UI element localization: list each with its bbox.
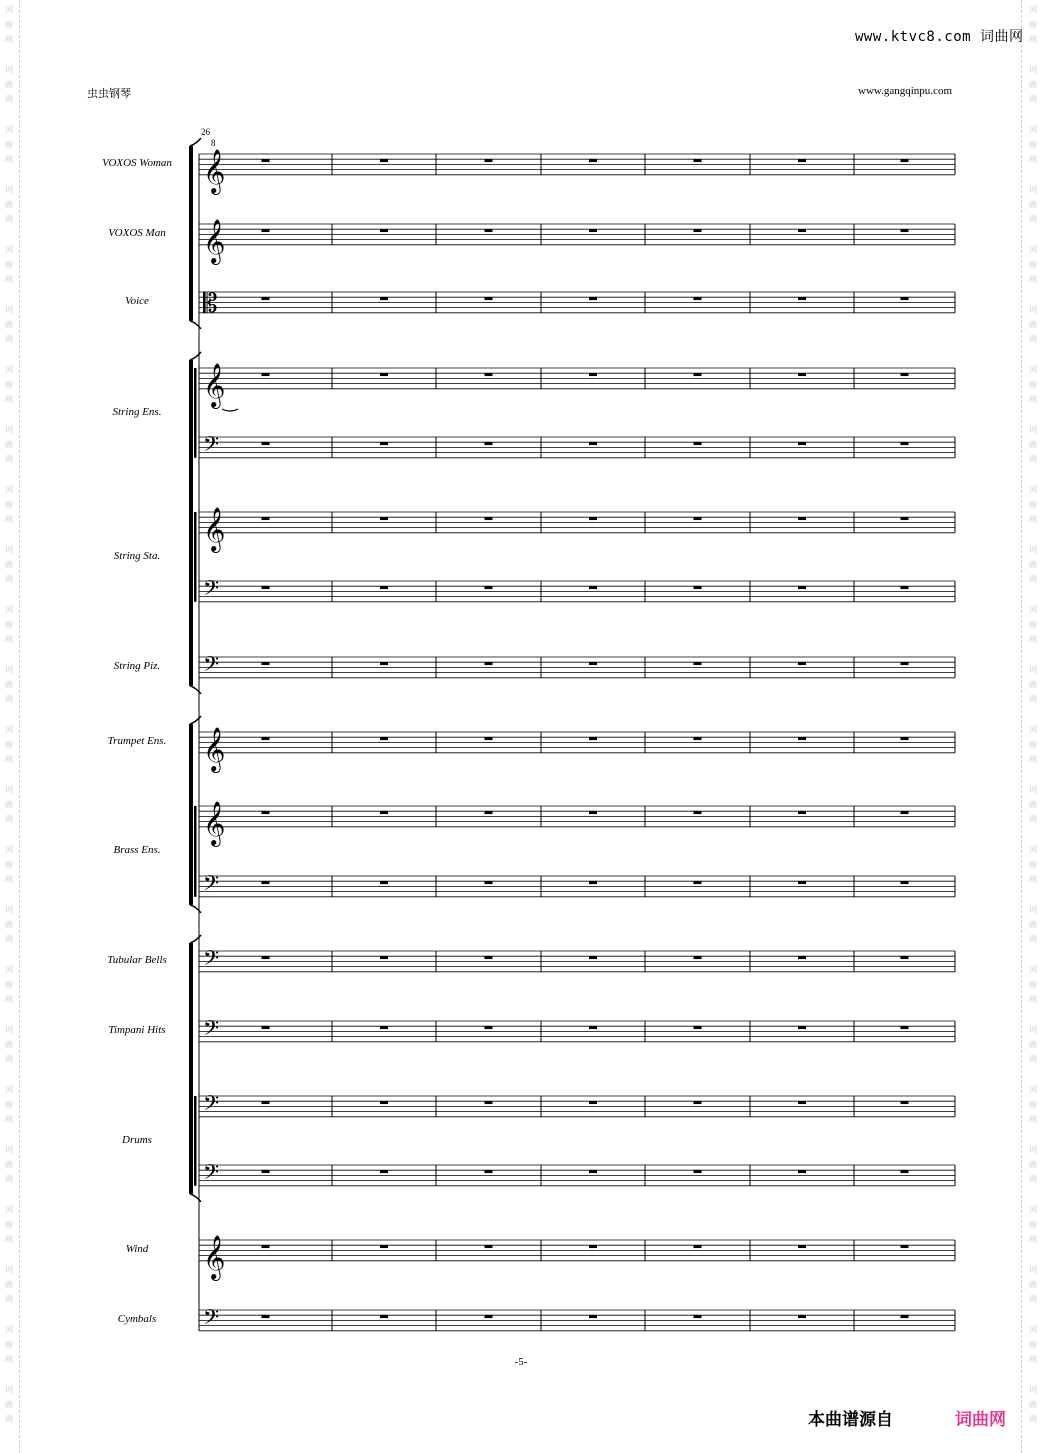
watermark-glyph-group: 词 曲 网 [1029, 1385, 1037, 1424]
whole-rest [798, 811, 806, 814]
watermark-glyph-group: 词 曲 网 [5, 905, 13, 944]
whole-rest [694, 159, 702, 162]
whole-rest [901, 1170, 909, 1173]
whole-rest [798, 956, 806, 959]
whole-rest [262, 1245, 270, 1248]
watermark-glyph-group: 词 曲 网 [5, 485, 13, 524]
header-publisher: 虫虫钢琴 [87, 87, 131, 100]
whole-rest [901, 297, 909, 300]
whole-rest [798, 662, 806, 665]
whole-rest [485, 737, 493, 740]
whole-rest [380, 297, 388, 300]
watermark-glyph-group: 词 曲 网 [1029, 1145, 1037, 1184]
whole-rest [694, 373, 702, 376]
whole-rest [798, 517, 806, 520]
whole-rest [380, 517, 388, 520]
treble-clef-icon: 𝄞 [203, 149, 226, 193]
whole-rest [589, 442, 597, 445]
watermark-glyph-group: 词 曲 网 [1029, 845, 1037, 884]
whole-rest [798, 1245, 806, 1248]
footer-source-text: 本曲谱源自 [808, 1410, 893, 1430]
watermark-glyph-group: 词 曲 网 [5, 425, 13, 464]
watermark-glyph-group: 词 曲 网 [5, 305, 13, 344]
whole-rest [901, 737, 909, 740]
bass-clef-icon: 𝄢 [203, 1016, 220, 1045]
whole-rest [589, 956, 597, 959]
watermark-glyph-group: 词 曲 网 [5, 1205, 13, 1244]
whole-rest [589, 586, 597, 589]
whole-rest [694, 586, 702, 589]
whole-rest [798, 1315, 806, 1318]
whole-rest [485, 1101, 493, 1104]
whole-rest [485, 159, 493, 162]
watermark-glyph-group: 词 曲 网 [5, 125, 13, 164]
whole-rest [589, 1315, 597, 1318]
bass-clef-icon: 𝄢 [203, 871, 220, 900]
top-site-name[interactable]: 词曲网 [980, 29, 1024, 45]
whole-rest [262, 159, 270, 162]
whole-rest [798, 229, 806, 232]
whole-rest [485, 442, 493, 445]
whole-rest [694, 297, 702, 300]
whole-rest [901, 1026, 909, 1029]
whole-rest [694, 229, 702, 232]
watermark-glyph-group: 词 曲 网 [5, 605, 13, 644]
whole-rest [589, 373, 597, 376]
whole-rest [380, 662, 388, 665]
whole-rest [380, 442, 388, 445]
watermark-glyph-group: 词 曲 网 [5, 1265, 13, 1304]
watermark-glyph-group: 词 曲 网 [1029, 785, 1037, 824]
whole-rest [798, 442, 806, 445]
bass-clef-icon: 𝄢 [203, 652, 220, 681]
whole-rest [380, 159, 388, 162]
whole-rest [901, 662, 909, 665]
whole-rest [380, 1245, 388, 1248]
part-label: Wind [125, 1243, 149, 1256]
watermark-glyph-group: 词 曲 网 [1029, 125, 1037, 164]
whole-rest [485, 956, 493, 959]
group-bracket [189, 146, 193, 321]
watermark-glyph-group: 词 曲 网 [1029, 725, 1037, 764]
whole-rest [380, 1101, 388, 1104]
watermark-glyph-group: 词 曲 网 [5, 665, 13, 704]
watermark-glyph-group: 词 曲 网 [1029, 5, 1037, 44]
watermark-glyph-group: 词 曲 网 [5, 185, 13, 224]
whole-rest [485, 297, 493, 300]
whole-rest [901, 1245, 909, 1248]
whole-rest [262, 586, 270, 589]
whole-rest [380, 811, 388, 814]
part-label: Voice [125, 295, 149, 308]
part-label: Brass Ens. [113, 844, 161, 857]
whole-rest [694, 956, 702, 959]
whole-rest [694, 1101, 702, 1104]
whole-rest [262, 811, 270, 814]
watermark-glyph-group: 词 曲 网 [5, 785, 13, 824]
watermark-glyph-group: 词 曲 网 [5, 845, 13, 884]
whole-rest [262, 229, 270, 232]
whole-rest [485, 1245, 493, 1248]
whole-rest [589, 1026, 597, 1029]
whole-rest [589, 297, 597, 300]
treble-clef-icon: 𝄞 [203, 1235, 226, 1279]
treble-clef-icon: 𝄞 [203, 801, 226, 845]
watermark-glyph-group: 词 曲 网 [5, 1025, 13, 1064]
watermark-glyph-group: 词 曲 网 [1029, 965, 1037, 1004]
part-label: Timpani Hits [108, 1024, 166, 1037]
whole-rest [901, 442, 909, 445]
part-label: VOXOS Woman [102, 157, 172, 170]
whole-rest [262, 1315, 270, 1318]
whole-rest [901, 1315, 909, 1318]
watermark-glyph-group: 词 曲 网 [1029, 1205, 1037, 1244]
part-label: String Piz. [113, 660, 161, 673]
watermark-glyph-group: 词 曲 网 [1029, 1085, 1037, 1124]
watermark-glyph-group: 词 曲 网 [1029, 245, 1037, 284]
whole-rest [589, 517, 597, 520]
whole-rest [380, 1026, 388, 1029]
whole-rest [262, 373, 270, 376]
part-label: VOXOS Man [108, 227, 166, 240]
watermark-glyph-group: 词 曲 网 [1029, 185, 1037, 224]
treble-clef-icon: 𝄞 [203, 727, 226, 771]
part-brace [194, 806, 197, 897]
watermark-glyph-group: 词 曲 网 [1029, 605, 1037, 644]
whole-rest [262, 956, 270, 959]
whole-rest [485, 1315, 493, 1318]
watermark-glyph-group: 词 曲 网 [1029, 365, 1037, 404]
whole-rest [901, 159, 909, 162]
whole-rest [798, 1026, 806, 1029]
whole-rest [694, 662, 702, 665]
bass-clef-icon: 𝄢 [203, 1160, 220, 1189]
footer-brand-logo[interactable]: 词曲网 [955, 1410, 1006, 1430]
whole-rest [380, 586, 388, 589]
treble-clef-icon: 𝄞 [203, 507, 226, 551]
whole-rest [798, 881, 806, 884]
whole-rest [901, 811, 909, 814]
whole-rest [380, 1315, 388, 1318]
part-label: String Ens. [112, 405, 162, 418]
watermark-glyph-group: 词 曲 网 [1029, 305, 1037, 344]
part-brace [194, 512, 197, 602]
whole-rest [262, 737, 270, 740]
whole-rest [589, 159, 597, 162]
whole-rest [798, 737, 806, 740]
part-brace [194, 368, 197, 458]
part-label: Trumpet Ens. [107, 735, 167, 748]
whole-rest [485, 1026, 493, 1029]
whole-rest [262, 662, 270, 665]
watermark-glyph-group: 词 曲 网 [1029, 665, 1037, 704]
whole-rest [589, 881, 597, 884]
treble-clef-icon: 𝄞 [203, 363, 226, 407]
part-label: Tubular Bells [107, 954, 167, 967]
bass-clef-icon: 𝄢 [203, 1305, 220, 1334]
watermark-glyph-group: 词 曲 网 [1029, 905, 1037, 944]
watermark-glyph-group: 词 曲 网 [1029, 485, 1037, 524]
watermark-glyph-group: 词 曲 网 [5, 245, 13, 284]
bass-clef-icon: 𝄢 [203, 432, 220, 461]
whole-rest [798, 297, 806, 300]
measure-number: 26 [201, 127, 210, 137]
watermark-glyph-group: 词 曲 网 [5, 1145, 13, 1184]
bracket-hook [190, 138, 201, 146]
whole-rest [694, 737, 702, 740]
whole-rest [589, 662, 597, 665]
watermark-glyph-group: 词 曲 网 [5, 365, 13, 404]
watermark-glyph-group: 词 曲 网 [5, 1325, 13, 1364]
part-label: Cymbals [117, 1313, 157, 1326]
bass-clef-icon: 𝄢 [203, 1091, 220, 1120]
whole-rest [262, 1170, 270, 1173]
treble-clef-icon: 𝄞 [203, 219, 226, 263]
whole-rest [798, 586, 806, 589]
whole-rest [901, 229, 909, 232]
watermark-glyph-group: 词 曲 网 [5, 545, 13, 584]
watermark-glyph-group: 词 曲 网 [5, 5, 13, 44]
part-brace [194, 1096, 197, 1186]
watermark-glyph-group: 词 曲 网 [1029, 1025, 1037, 1064]
whole-rest [694, 1026, 702, 1029]
whole-rest [901, 881, 909, 884]
watermark-glyph-group: 词 曲 网 [1029, 425, 1037, 464]
part-label: String Sta. [113, 549, 161, 562]
whole-rest [380, 956, 388, 959]
watermark-glyph-group: 词 曲 网 [5, 725, 13, 764]
top-site-url[interactable]: www.ktvc8.com [855, 29, 972, 45]
whole-rest [901, 517, 909, 520]
whole-rest [694, 1315, 702, 1318]
watermark-glyph-group: 词 曲 网 [5, 1085, 13, 1124]
whole-rest [485, 881, 493, 884]
watermark-glyph-group: 词 曲 网 [5, 65, 13, 104]
whole-rest [380, 881, 388, 884]
group-bracket [189, 943, 193, 1194]
whole-rest [262, 517, 270, 520]
whole-rest [589, 811, 597, 814]
whole-rest [589, 1245, 597, 1248]
slur-mark [222, 409, 238, 411]
bass-clef-icon: 𝄢 [203, 946, 220, 975]
whole-rest [901, 956, 909, 959]
watermark-glyph-group: 词 曲 网 [1029, 545, 1037, 584]
whole-rest [694, 1170, 702, 1173]
whole-rest [694, 442, 702, 445]
watermark-glyph-group: 词 曲 网 [1029, 1325, 1037, 1364]
octave-mark: 8 [211, 138, 216, 148]
bass-clef-icon: 𝄢 [203, 576, 220, 605]
whole-rest [589, 1170, 597, 1173]
whole-rest [380, 1170, 388, 1173]
whole-rest [694, 811, 702, 814]
whole-rest [694, 1245, 702, 1248]
whole-rest [262, 881, 270, 884]
whole-rest [380, 229, 388, 232]
whole-rest [901, 1101, 909, 1104]
whole-rest [798, 1101, 806, 1104]
whole-rest [798, 159, 806, 162]
page-number: -5- [514, 1356, 528, 1368]
whole-rest [589, 737, 597, 740]
whole-rest [262, 297, 270, 300]
whole-rest [485, 586, 493, 589]
whole-rest [798, 373, 806, 376]
whole-rest [589, 229, 597, 232]
whole-rest [694, 881, 702, 884]
watermark-glyph-group: 词 曲 网 [1029, 65, 1037, 104]
header-website: www.gangqinpu.com [858, 85, 952, 97]
whole-rest [901, 586, 909, 589]
whole-rest [798, 1170, 806, 1173]
whole-rest [485, 1170, 493, 1173]
whole-rest [485, 229, 493, 232]
watermark-glyph-group: 词 曲 网 [5, 965, 13, 1004]
whole-rest [380, 737, 388, 740]
part-label: Drums [122, 1133, 152, 1146]
whole-rest [262, 1026, 270, 1029]
group-bracket [189, 724, 193, 905]
whole-rest [262, 442, 270, 445]
whole-rest [485, 662, 493, 665]
whole-rest [485, 517, 493, 520]
watermark-glyph-group: 词 曲 网 [1029, 1265, 1037, 1304]
whole-rest [589, 1101, 597, 1104]
watermark-glyph-group: 词 曲 网 [5, 1385, 13, 1424]
whole-rest [380, 373, 388, 376]
whole-rest [485, 373, 493, 376]
whole-rest [901, 373, 909, 376]
alto-clef-icon: 𝄡 [203, 289, 218, 319]
whole-rest [262, 1101, 270, 1104]
whole-rest [485, 811, 493, 814]
whole-rest [694, 517, 702, 520]
group-bracket [189, 360, 193, 686]
